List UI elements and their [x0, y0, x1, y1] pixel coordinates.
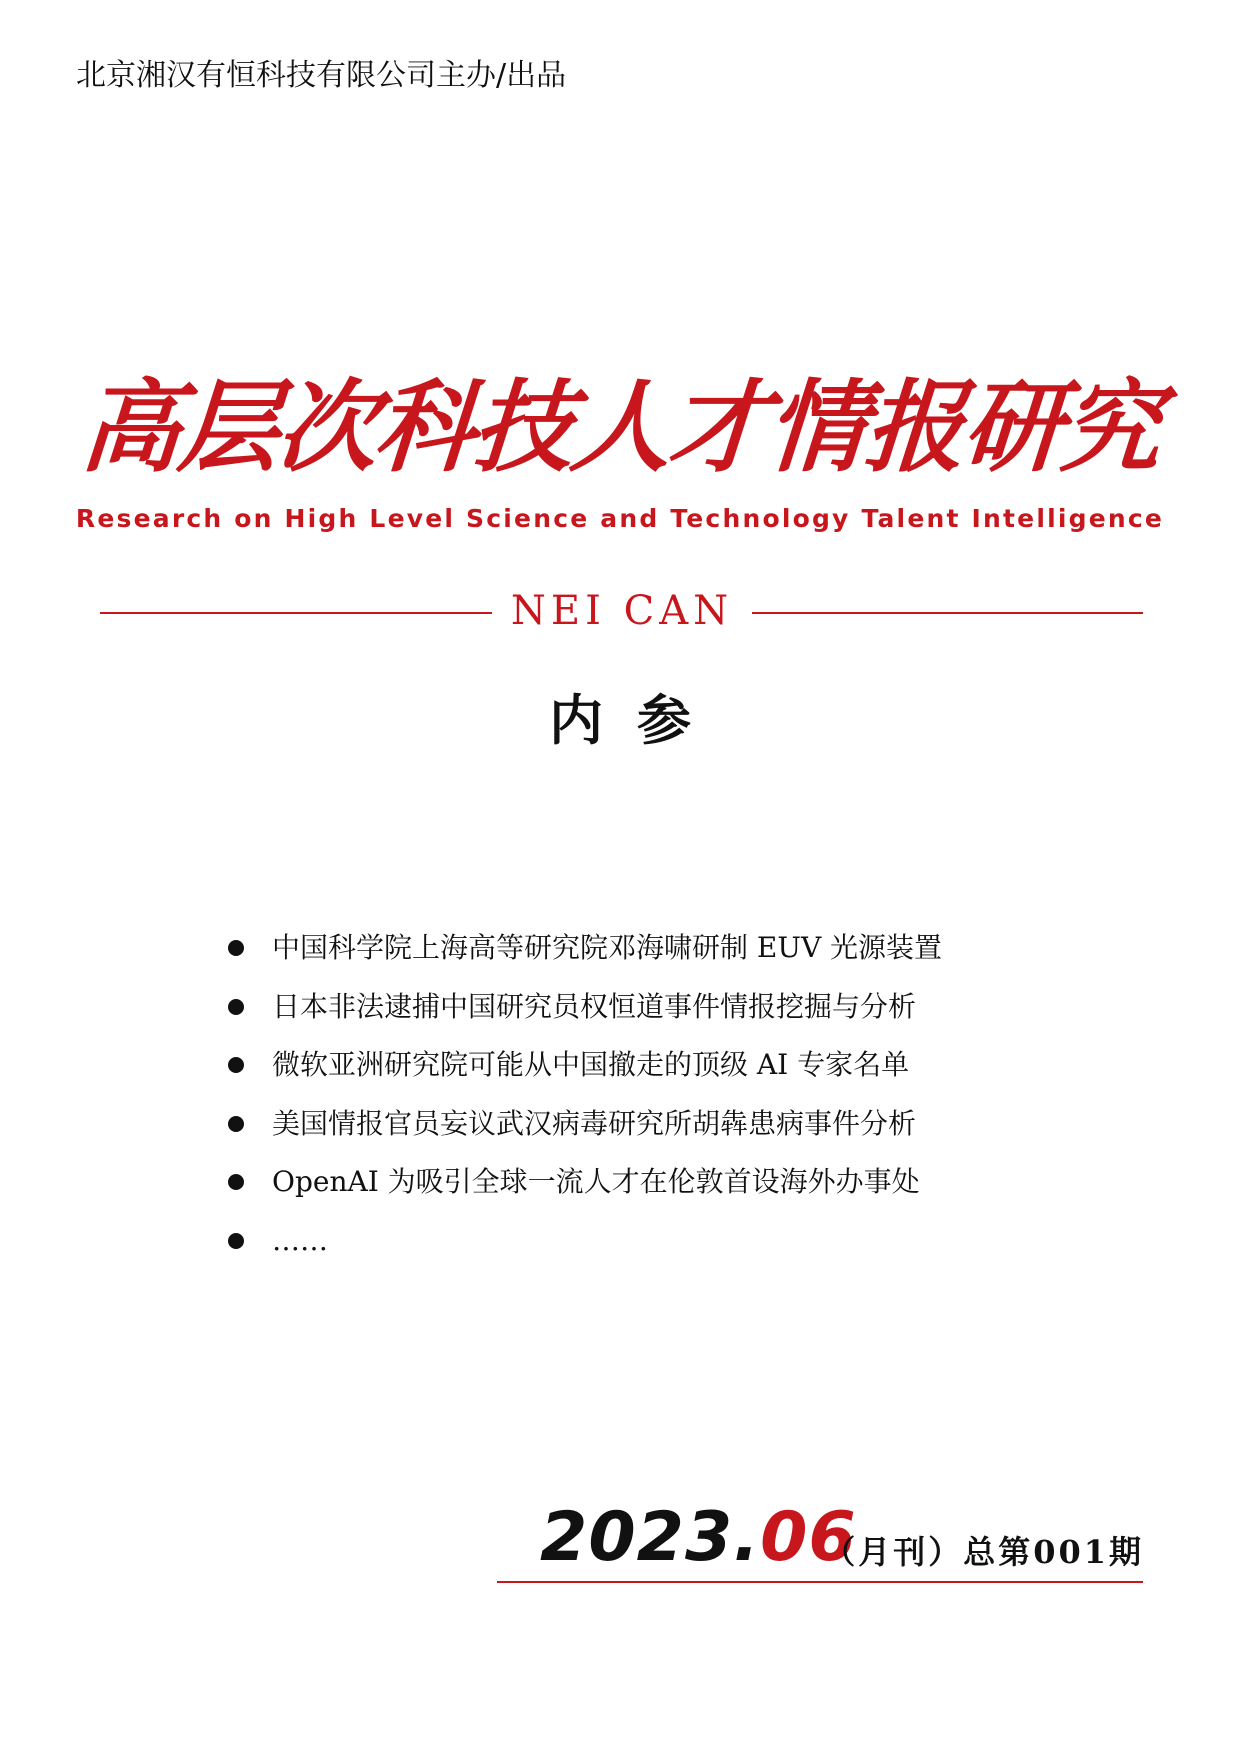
contents-item: [228, 1219, 1048, 1278]
contents-item-text: OpenAI 为吸引全球一流人才在伦敦首设海外办事处: [272, 1165, 920, 1198]
contents-item-text: 日本非法逮捕中国研究员权恒道事件情报挖掘与分析: [272, 989, 917, 1023]
issue-rule: [497, 1581, 1143, 1583]
publisher-line: 北京湘汉有恒科技有限公司主办/出品: [76, 58, 567, 93]
bullet-icon: [228, 999, 244, 1015]
contents-item-text: 中国科学院上海高等研究院邓海啸研制 EUV 光源装置: [272, 931, 943, 964]
bullet-icon: [228, 1174, 244, 1190]
contents-item: [228, 1160, 1048, 1219]
contents-item: [228, 926, 1048, 985]
issue-month: 06: [760, 1498, 857, 1577]
journal-subtitle-en: Research on High Level Science and Technology Talent Intelligence: [75, 504, 1165, 533]
bullet-icon: [228, 1057, 244, 1073]
issue-year: 2023.: [540, 1498, 761, 1577]
series-name-en: NEI CAN: [510, 588, 734, 634]
bullet-icon: [228, 940, 244, 956]
contents-item: [228, 985, 1048, 1044]
series-banner: [100, 584, 1143, 638]
journal-title: 高层次科技人才情报研究: [76, 369, 1164, 486]
issue-info: [540, 1498, 1144, 1577]
contents-item: [228, 1043, 1048, 1102]
contents-item: [228, 1102, 1048, 1161]
contents-item-text: 微软亚洲研究院可能从中国撤走的顶级 AI 专家名单: [272, 1048, 910, 1081]
bullet-icon: [228, 1233, 244, 1249]
contents-item-text: ……: [272, 1223, 328, 1257]
bullet-icon: [228, 1116, 244, 1132]
contents-list: [228, 926, 1048, 1277]
banner-rule-left: [100, 612, 492, 614]
contents-item-text: 美国情报官员妄议武汉病毒研究所胡犇患病事件分析: [272, 1106, 917, 1140]
issue-date: [540, 1498, 857, 1577]
issue-number: （月刊）总第001期: [823, 1533, 1144, 1571]
banner-rule-right: [752, 612, 1143, 614]
series-name-cn: 内参: [549, 688, 725, 752]
